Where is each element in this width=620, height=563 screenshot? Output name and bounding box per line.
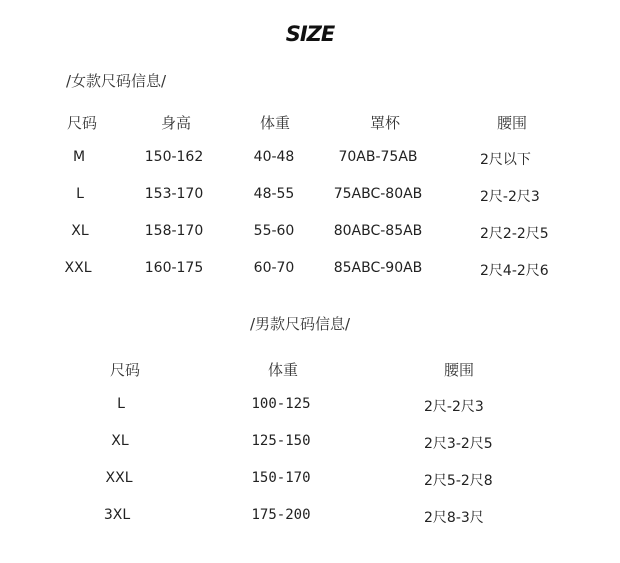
women-row-height: 158-170: [144, 223, 204, 239]
women-row-height: 150-162: [144, 149, 204, 165]
men-row-size: L: [117, 396, 125, 412]
women-row-height: 160-175: [144, 260, 204, 276]
women-row-waist: 2尺4-2尺6: [480, 263, 549, 279]
women-header-weight: 体重: [259, 114, 291, 132]
women-header-size: 尺码: [66, 114, 98, 132]
women-row-waist: 2尺-2尺3: [480, 189, 540, 205]
men-row-waist: 2尺3-2尺5: [424, 436, 493, 452]
men-row-weight: 100-125: [251, 396, 311, 412]
men-section-title: /男款尺码信息/: [250, 315, 351, 333]
women-row-waist: 2尺以下: [480, 152, 531, 168]
men-row-weight: 150-170: [251, 470, 311, 486]
men-header-waist: 腰围: [443, 361, 475, 379]
women-row-size: XL: [71, 223, 89, 239]
women-row-weight: 60-70: [253, 260, 295, 276]
women-row-size: L: [76, 186, 84, 202]
women-row-cup: 70AB-75AB: [338, 149, 418, 165]
women-row-weight: 55-60: [253, 223, 295, 239]
men-row-waist: 2尺8-3尺: [424, 510, 484, 526]
women-row-waist: 2尺2-2尺5: [480, 226, 549, 242]
women-section-title: /女款尺码信息/: [66, 72, 167, 90]
men-row-weight: 125-150: [251, 433, 311, 449]
women-header-waist: 腰围: [496, 114, 528, 132]
women-header-cup: 罩杯: [369, 114, 401, 132]
men-row-size: XL: [111, 433, 129, 449]
women-row-weight: 40-48: [253, 149, 295, 165]
women-row-cup: 85ABC-90AB: [333, 260, 423, 276]
page-title: SIZE: [285, 22, 335, 46]
men-header-size: 尺码: [109, 361, 141, 379]
women-row-size: M: [72, 149, 86, 165]
women-row-weight: 48-55: [253, 186, 295, 202]
women-header-height: 身高: [160, 114, 192, 132]
women-row-size: XXL: [64, 260, 92, 276]
men-row-weight: 175-200: [251, 507, 311, 523]
men-row-waist: 2尺5-2尺8: [424, 473, 493, 489]
women-row-height: 153-170: [144, 186, 204, 202]
men-row-size: 3XL: [103, 507, 131, 523]
women-row-cup: 80ABC-85AB: [333, 223, 423, 239]
women-row-cup: 75ABC-80AB: [333, 186, 423, 202]
men-row-size: XXL: [105, 470, 133, 486]
men-row-waist: 2尺-2尺3: [424, 399, 484, 415]
men-header-weight: 体重: [267, 361, 299, 379]
